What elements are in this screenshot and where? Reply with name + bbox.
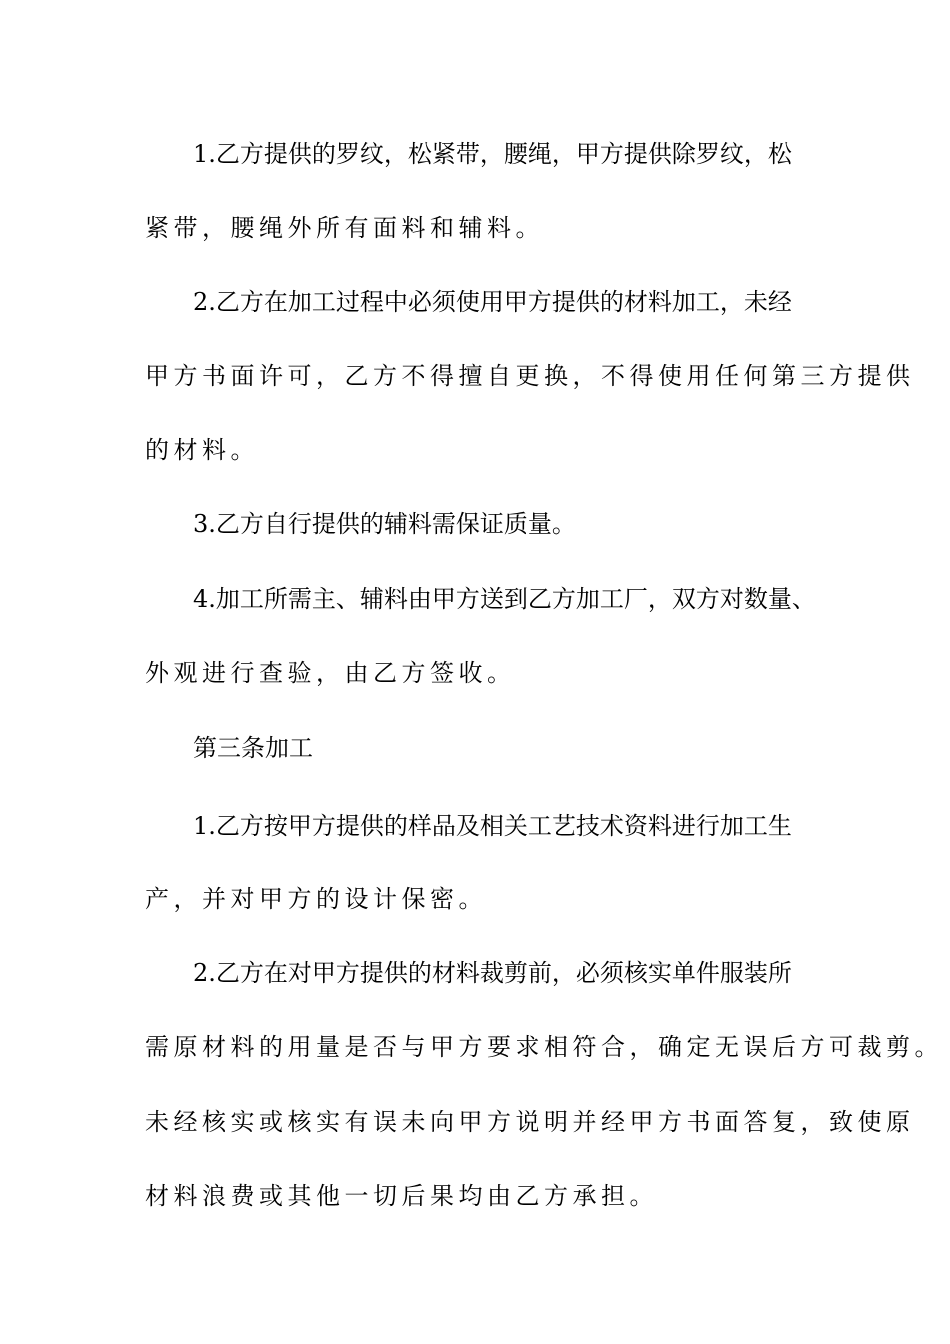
clause-3-2-line-2: 需原材料的用量是否与甲方要求相符合，确定无误后方可裁剪。: [145, 1033, 943, 1061]
clause-2-1-line-2: 紧带，腰绳外所有面料和辅料。: [145, 214, 544, 242]
clause-2-2-line-3: 的材料。: [145, 436, 259, 464]
clause-3-2-line-4: 材料浪费或其他一切后果均由乙方承担。: [145, 1182, 658, 1210]
section-heading-article-3: 第三条加工: [193, 734, 313, 762]
clause-2-1-line-1: 1.乙方提供的罗纹，松紧带，腰绳，甲方提供除罗纹，松: [193, 140, 792, 168]
clause-2-4-line-1: 4.加工所需主、辅料由甲方送到乙方加工厂，双方对数量、: [193, 585, 816, 613]
clause-3-2-line-3: 未经核实或核实有误未向甲方说明并经甲方书面答复，致使原: [145, 1108, 915, 1136]
clause-2-3-line-1: 3.乙方自行提供的辅料需保证质量。: [193, 510, 576, 538]
clause-2-2-line-2: 甲方书面许可，乙方不得擅自更换，不得使用任何第三方提供: [145, 362, 915, 390]
clause-2-4-line-2: 外观进行查验，由乙方签收。: [145, 659, 516, 687]
clause-3-1-line-2: 产，并对甲方的设计保密。: [145, 885, 487, 913]
clause-3-1-line-1: 1.乙方按甲方提供的样品及相关工艺技术资料进行加工生: [193, 812, 792, 840]
clause-3-2-line-1: 2.乙方在对甲方提供的材料裁剪前，必须核实单件服装所: [193, 959, 792, 987]
clause-2-2-line-1: 2.乙方在加工过程中必须使用甲方提供的材料加工，未经: [193, 288, 792, 316]
